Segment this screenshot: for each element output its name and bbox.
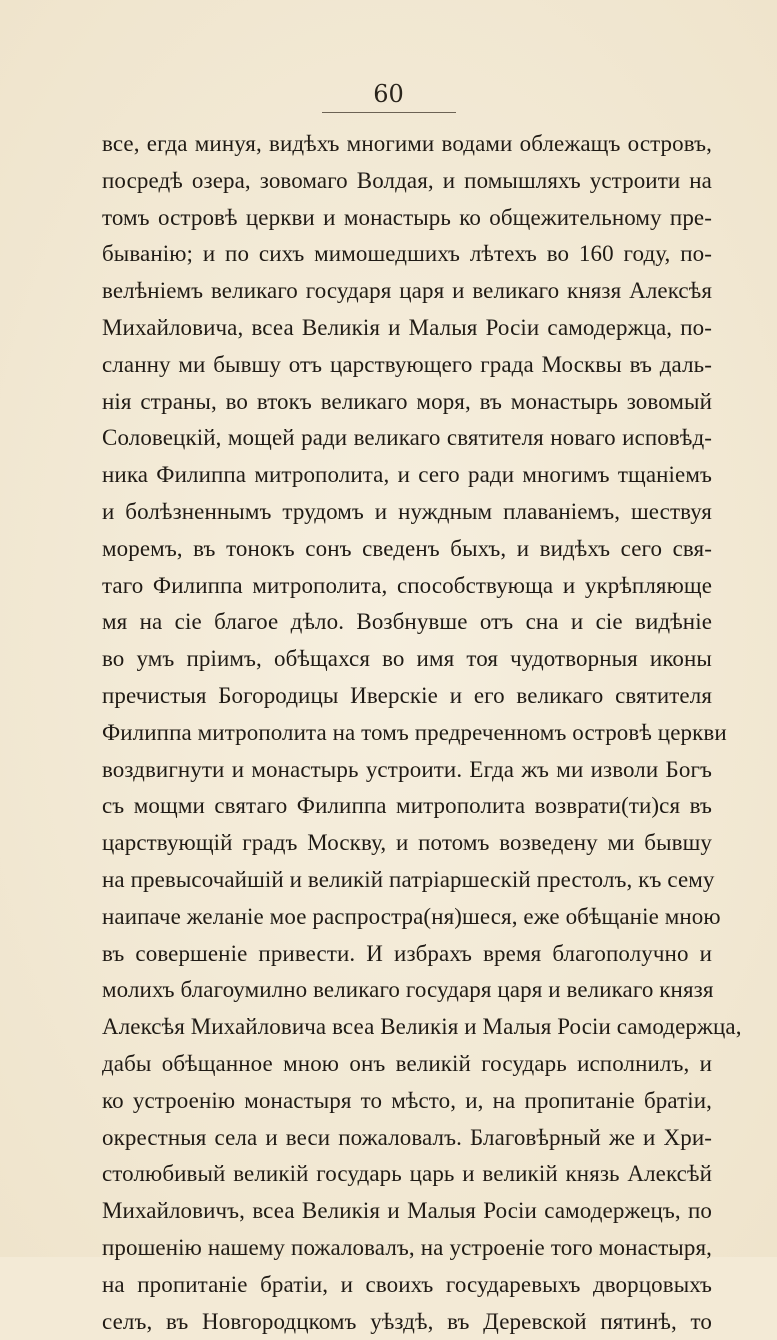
text-line: таго Филиппа митрополита, способствующа и укрѣпляюще: [102, 568, 712, 605]
text-line: велѣнiемъ великаго государя царя и великаго князя Алексѣя: [102, 273, 712, 310]
text-line: наипаче желанiе мое распростра(ня)шеся, еже обѣщанiе мною: [102, 899, 712, 936]
text-line: на превысочайшiй и великiй патрiаршескiй престолъ, къ сему: [102, 862, 712, 899]
text-line: нiя страны, во втокъ великаго моря, въ монастырь зовомый: [102, 384, 712, 421]
text-line: воздвигнути и монастырь устроити. Егда жъ ми изволи Богъ: [102, 752, 712, 789]
text-line: и болѣзненнымъ трудомъ и нуждным плаванiемъ, шествуя: [102, 494, 712, 531]
text-line: мя на сiе благое дѣло. Возбнувше отъ сна и сiе видѣнiе: [102, 604, 712, 641]
text-line: царствующiй градъ Москву, и потомъ возведену ми бывшу: [102, 825, 712, 862]
text-line: сланну ми бывшу отъ царствующего града Москвы въ даль-: [102, 347, 712, 384]
text-line: во умъ прiимъ, обѣщахся во имя тоя чудотворныя иконы: [102, 641, 712, 678]
text-line: посредѣ озера, зовомаго Волдая, и помышляхъ устроити на: [102, 163, 712, 200]
text-line: Алексѣя Михайловича всеа Великiя и Малыя Росiи самодержца,: [102, 1009, 712, 1046]
text-line: Соловецкiй, мощей ради великаго святителя новаго исповѣд-: [102, 420, 712, 457]
text-line: моремъ, въ тонокъ сонъ сведенъ быхъ, и видѣхъ сего свя-: [102, 531, 712, 568]
text-line: съ мощми святаго Филиппа митрополита возврати(ти)ся въ: [102, 788, 712, 825]
text-line: ника Филиппа митрополита, и сего ради многимъ тщанiемъ: [102, 457, 712, 494]
text-line: томъ островѣ церкви и монастырь ко общежительному пре-: [102, 200, 712, 237]
text-line: Михайловича, всеа Великiя и Малыя Росiи самодержца, по-: [102, 310, 712, 347]
text-line: Филиппа митрополита на томъ предреченномъ островѣ церкви: [102, 715, 712, 752]
text-line: молихъ благоумилно великаго государя царя и великаго князя: [102, 972, 712, 1009]
text-line: все, егда минуя, видѣхъ многими водами облежащъ островъ,: [102, 126, 712, 163]
text-line: дабы обѣщанное мною онъ великiй государь исполнилъ, и: [102, 1046, 712, 1083]
text-line: селъ, въ Новгородцкомъ уѣздѣ, въ Деревской пятинѣ, то: [102, 1304, 712, 1340]
text-line: прошенiю нашему пожаловалъ, на устроенiе того монастыря,: [102, 1230, 712, 1267]
text-line: Михайловичъ, всеа Великiя и Малыя Росiи самодержецъ, по: [102, 1193, 712, 1230]
text-line: въ совершенiе привести. И избрахъ время благополучно и: [102, 936, 712, 973]
text-line: окрестныя села и веси пожаловалъ. Благовѣрный же и Хри-: [102, 1120, 712, 1157]
text-line: быванiю; и по сихъ мимошедшихъ лѣтехъ во 160 году, по-: [102, 236, 712, 273]
body-text: [102, 126, 712, 1340]
text-line: столюбивый великiй государь царь и великiй князь Алексѣй: [102, 1156, 712, 1193]
page-number: 60: [0, 80, 777, 108]
text-line: пречистыя Богородицы Иверскiе и его великаго святителя: [102, 678, 712, 715]
text-line: на пропитанiе братiи, и своихъ государевыхъ дворцовыхъ: [102, 1267, 712, 1304]
text-line: ко устроенiю монастыря то мѣсто, и, на пропитанiе братiи,: [102, 1083, 712, 1120]
header-rule: [322, 112, 456, 113]
